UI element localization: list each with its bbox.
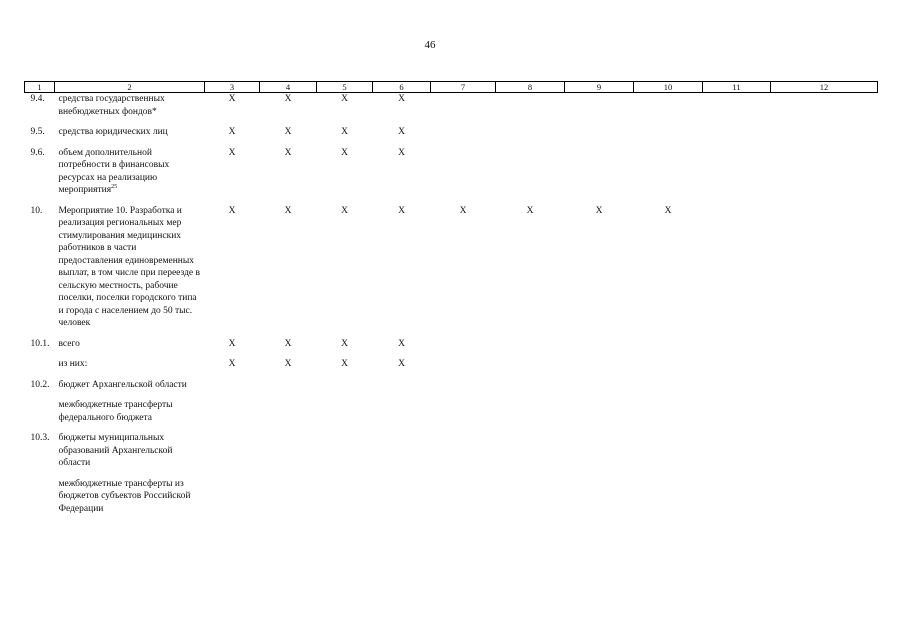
- cell-col-4: [260, 478, 317, 524]
- table-body: [25, 93, 878, 524]
- cell-col-7: X: [459, 205, 467, 216]
- column-header-12: 12: [771, 82, 878, 93]
- cell-col-9: [565, 379, 634, 400]
- cell-col-11: [703, 478, 771, 524]
- cell-col-11: [703, 126, 771, 147]
- row-label-text: межбюджетные трансферты из бюджетов субъектов Российской Федерации: [58, 478, 191, 514]
- cell-col-9: [565, 432, 634, 478]
- row-number: 10.1.: [30, 338, 50, 349]
- cell-col-9: [565, 338, 634, 359]
- row-number: 10.: [30, 205, 43, 216]
- cell-col-7: [431, 126, 496, 147]
- table-row: [25, 147, 878, 205]
- cell-col-8: [496, 147, 565, 205]
- cell-col-3: X: [228, 147, 236, 158]
- cell-col-11: [703, 399, 771, 432]
- cell-col-10: [634, 478, 703, 524]
- cell-col-9: [565, 358, 634, 379]
- cell-col-5: X: [341, 338, 348, 349]
- row-label-text: Мероприятие 10. Разработка и реализация региональных мер стимулирования медицинских работников в части предоставления единовременных выплат, в том числе при переезде в сельскую местность, рабочие поселки, поселки городского типа и города с населением до 50 тыс. человек: [58, 205, 200, 328]
- cell-col-9: [565, 478, 634, 524]
- cell-col-9: [565, 126, 634, 147]
- column-header-4: 4: [260, 82, 317, 93]
- cell-col-7: [431, 338, 496, 359]
- cell-col-3: X: [228, 94, 236, 104]
- cell-col-11: [703, 432, 771, 478]
- cell-col-10: [634, 399, 703, 432]
- cell-col-10: [634, 358, 703, 379]
- table-row: [25, 338, 878, 359]
- table-row: [25, 205, 878, 338]
- footnote-marker: 25: [111, 183, 118, 190]
- row-label: [55, 338, 205, 359]
- cell-col-5: X: [341, 147, 348, 158]
- row-label: [55, 205, 205, 338]
- row-number: 10.3.: [30, 433, 50, 443]
- cell-col-4: [260, 432, 317, 478]
- table-row: [25, 126, 878, 147]
- cell-col-5: [317, 432, 373, 478]
- cell-col-12: [771, 379, 878, 400]
- cell-col-6: [373, 399, 431, 432]
- row-number: 9.4.: [30, 94, 45, 104]
- row-label-text: всего: [58, 338, 80, 349]
- cell-col-4: [260, 399, 317, 432]
- row-label: [55, 93, 205, 127]
- cell-col-7: [431, 147, 496, 205]
- cell-col-5: X: [341, 205, 348, 216]
- cell-col-8: [496, 478, 565, 524]
- cell-col-12: [771, 93, 878, 127]
- column-header-10: 10: [634, 82, 703, 93]
- cell-col-12: [771, 432, 878, 478]
- cell-col-4: X: [284, 338, 292, 349]
- row-number: [25, 358, 55, 379]
- cell-col-11: [703, 379, 771, 400]
- page-number: 46: [424, 39, 436, 51]
- cell-col-3: [205, 379, 260, 400]
- cell-col-8: [496, 432, 565, 478]
- cell-col-4: X: [284, 359, 292, 369]
- cell-col-6: [373, 478, 431, 524]
- column-header-row: [25, 82, 878, 93]
- row-label-text: межбюджетные трансферты федерального бюджета: [58, 400, 173, 423]
- cell-col-4: X: [284, 127, 292, 137]
- cell-col-5: X: [341, 127, 348, 137]
- row-number: 9.5.: [30, 127, 45, 137]
- cell-col-11: [703, 147, 771, 205]
- cell-col-8: [496, 358, 565, 379]
- cell-col-3: [205, 432, 260, 478]
- cell-col-3: X: [228, 127, 236, 137]
- cell-col-8: [496, 379, 565, 400]
- cell-col-5: [317, 478, 373, 524]
- cell-col-9: [565, 147, 634, 205]
- cell-col-10: X: [664, 205, 672, 216]
- column-header-7: 7: [431, 82, 496, 93]
- column-header-6: 6: [373, 82, 431, 93]
- cell-col-12: [771, 358, 878, 379]
- cell-col-10: [634, 379, 703, 400]
- cell-col-8: [496, 126, 565, 147]
- cell-col-9: [565, 399, 634, 432]
- cell-col-7: [431, 478, 496, 524]
- column-header-5: 5: [317, 82, 373, 93]
- column-header-2: 2: [55, 82, 205, 93]
- cell-col-6: [373, 379, 431, 400]
- table-row: [25, 93, 878, 127]
- cell-col-8: [496, 399, 565, 432]
- row-label: [55, 379, 205, 400]
- cell-col-7: [431, 432, 496, 478]
- cell-col-10: [634, 432, 703, 478]
- cell-col-10: [634, 147, 703, 205]
- row-number: 10.2.: [30, 379, 50, 390]
- cell-col-12: [771, 147, 878, 205]
- cell-col-8: [496, 93, 565, 127]
- cell-col-5: X: [341, 359, 348, 369]
- row-label-text: бюджет Архангельской области: [58, 379, 187, 390]
- cell-col-9: [565, 93, 634, 127]
- cell-col-8: [496, 338, 565, 359]
- cell-col-10: [634, 93, 703, 127]
- table-row: [25, 379, 878, 400]
- row-label: [55, 358, 205, 379]
- column-header-9: 9: [565, 82, 634, 93]
- row-label-text: из них:: [58, 359, 88, 369]
- row-number: [25, 478, 55, 524]
- column-header-3: 3: [205, 82, 260, 93]
- cell-col-12: [771, 205, 878, 338]
- row-number: 9.6.: [30, 147, 45, 158]
- row-number: [25, 399, 55, 432]
- cell-col-6: X: [398, 94, 405, 104]
- table-row: [25, 478, 878, 524]
- cell-col-7: [431, 358, 496, 379]
- table-row: [25, 358, 878, 379]
- cell-col-5: [317, 399, 373, 432]
- column-header-1: 1: [25, 82, 55, 93]
- table-row: [25, 432, 878, 478]
- row-label: [55, 147, 205, 205]
- cell-col-7: [431, 379, 496, 400]
- row-label: [55, 432, 205, 478]
- table-row: [25, 399, 878, 432]
- column-header-11: 11: [703, 82, 771, 93]
- cell-col-5: [317, 379, 373, 400]
- budget-table: [24, 81, 878, 523]
- row-label: [55, 478, 205, 524]
- cell-col-7: [431, 93, 496, 127]
- cell-col-4: X: [284, 205, 292, 216]
- cell-col-6: X: [398, 359, 405, 369]
- cell-col-3: [205, 478, 260, 524]
- row-label-text: средства юридических лиц: [58, 127, 168, 137]
- cell-col-6: X: [398, 147, 405, 158]
- cell-col-11: [703, 338, 771, 359]
- cell-col-5: X: [341, 94, 348, 104]
- cell-col-3: X: [228, 338, 236, 349]
- cell-col-6: [373, 432, 431, 478]
- column-header-8: 8: [496, 82, 565, 93]
- row-label-text: средства государственных внебюджетных фондов*: [58, 94, 165, 117]
- cell-col-10: [634, 126, 703, 147]
- cell-col-10: [634, 338, 703, 359]
- cell-col-3: X: [228, 205, 236, 216]
- cell-col-4: X: [284, 94, 292, 104]
- row-label: [55, 399, 205, 432]
- cell-col-3: X: [228, 359, 236, 369]
- cell-col-12: [771, 478, 878, 524]
- cell-col-3: [205, 399, 260, 432]
- cell-col-11: [703, 358, 771, 379]
- row-label-text: бюджеты муниципальных образований Архангельской области: [58, 433, 173, 468]
- cell-col-8: X: [526, 205, 534, 216]
- cell-col-6: X: [398, 338, 405, 349]
- cell-col-6: X: [398, 205, 405, 216]
- cell-col-6: X: [398, 127, 405, 137]
- cell-col-12: [771, 126, 878, 147]
- row-label-text: объем дополнительной потребности в финансовых ресурсах на реализацию мероприятия: [58, 147, 170, 195]
- cell-col-12: [771, 399, 878, 432]
- cell-col-4: [260, 379, 317, 400]
- cell-col-9: X: [595, 205, 603, 216]
- cell-col-4: X: [284, 147, 292, 158]
- cell-col-7: [431, 399, 496, 432]
- cell-col-11: [703, 93, 771, 127]
- row-label: [55, 126, 205, 147]
- cell-col-11: [703, 205, 771, 338]
- cell-col-12: [771, 338, 878, 359]
